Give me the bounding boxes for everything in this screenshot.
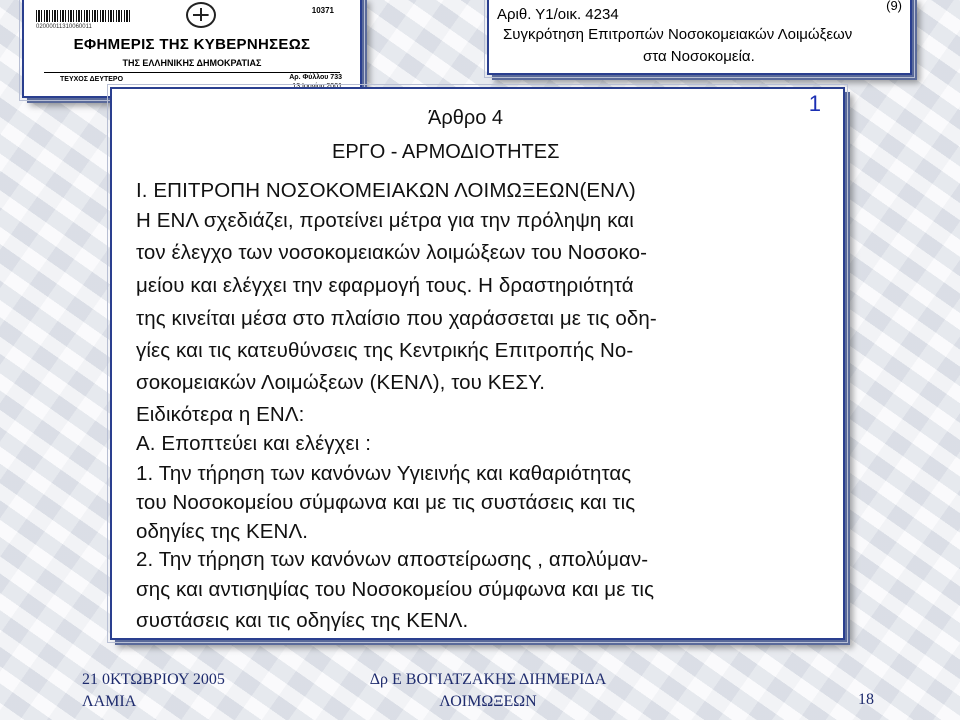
gazette-volume: ΤΕΥΧΟΣ ΔΕΥΤΕΡΟ	[60, 76, 124, 83]
slide-number: 1	[808, 91, 821, 116]
footer-date-place	[82, 669, 225, 713]
coat-of-arms-icon	[186, 2, 216, 28]
footer-place: ΛΑΜΙΑ	[82, 693, 137, 710]
footer-date: 21 0ΚΤΩΒΡΙΟΥ 2005	[82, 671, 225, 688]
article-line: της κινείται μέσα στο πλαίσιο που χαράσσεται με τις οδη-	[136, 307, 657, 330]
gazette-barcode-number: 02000011310060011	[36, 24, 92, 30]
decision-page-marker: (9)	[886, 0, 902, 13]
gazette-subtitle: ΤΗΣ ΕΛΛΗΝΙΚΗΣ ΔΗΜΟΚΡΑΤΙΑΣ	[122, 58, 262, 68]
gazette-sheet-number: Αρ. Φύλλου 733	[289, 74, 342, 81]
gazette-issue-number: 10371	[311, 6, 334, 15]
article-excerpt	[110, 87, 845, 640]
article-line: Ι. ΕΠΙΤΡΟΠΗ ΝΟΣΟΚΟΜΕΙΑΚΩΝ ΛΟΙΜΩΞΕΩΝ(ΕΝΛ)	[136, 179, 636, 202]
article-line: σης και αντισηψίας του Νοσοκομείου σύμφωνα και με τις	[136, 578, 655, 601]
article-line: 2. Την τήρηση των κανόνων αποστείρωσης , απολύμαν-	[136, 548, 649, 571]
decision-title-line1: Συγκρότηση Επιτροπών Νοσοκομειακών Λοιμώξεων	[503, 26, 853, 43]
article-title: Άρθρο 4	[428, 107, 504, 129]
gazette-header-image	[22, 0, 362, 98]
decision-title-line2: στα Νοσοκομεία.	[643, 48, 755, 65]
footer-event-line2: ΛΟΙΜΩΞΕΩΝ	[439, 693, 537, 710]
article-line: γίες και τις κατευθύνσεις της Κεντρικής Επιτροπής Νο-	[136, 339, 634, 362]
article-line: σοκομειακών Λοιμώξεων (ΚΕΝΛ), του ΚΕΣΥ.	[136, 371, 546, 394]
footer-event-line1: Δρ Ε ΒΟΓΙΑΤΖΑΚΗΣ ΔΙΗΜΕΡΙΔΑ	[369, 671, 607, 688]
article-line: τον έλεγχο των νοσοκομειακών λοιμώξεων του Νοσοκο-	[136, 241, 647, 264]
decision-header-image	[487, 0, 912, 75]
article-line: συστάσεις και τις οδηγίες της ΚΕΝΛ.	[136, 609, 469, 632]
article-line: Α. Εποπτεύει και ελέγχει :	[136, 432, 372, 455]
footer-page-number: 18	[858, 691, 874, 708]
article-line: μείου και ελέγχει την εφαρμογή τους. Η δραστηριότητά	[136, 274, 634, 297]
article-line: Ειδικότερα η ΕΝΛ:	[136, 403, 305, 426]
footer-event	[338, 669, 638, 713]
article-line: οδηγίες της ΚΕΝΛ.	[136, 520, 309, 543]
article-line: Η ΕΝΛ σχεδιάζει, προτείνει μέτρα για την πρόληψη και	[136, 209, 634, 232]
barcode-icon	[36, 10, 132, 22]
gazette-title: ΕΦΗΜΕΡΙΣ ΤΗΣ ΚΥΒΕΡΝΗΣΕΩΣ	[73, 36, 311, 53]
article-line: του Νοσοκομείου σύμφωνα και με τις συστάσεις και τις	[136, 491, 636, 514]
article-line: 1. Την τήρηση των κανόνων Υγιεινής και καθαριότητας	[136, 462, 632, 485]
decision-reference: Αριθ. Υ1/οικ. 4234	[497, 6, 619, 23]
gazette-divider	[44, 72, 340, 73]
article-subtitle: ΕΡΓΟ - ΑΡΜΟΔΙΟΤΗΤΕΣ	[332, 141, 560, 163]
